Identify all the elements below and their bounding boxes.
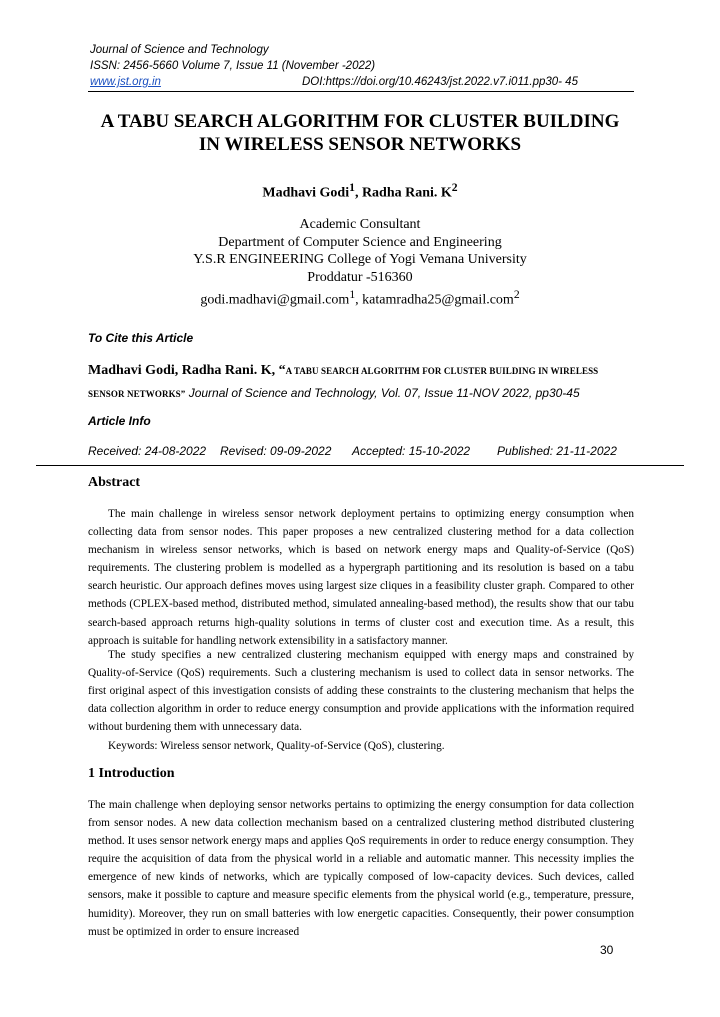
running-header bbox=[90, 42, 634, 90]
revised-date: Revised: 09-09-2022 bbox=[220, 444, 332, 458]
info-divider bbox=[36, 465, 684, 466]
cite-journal: Journal of Science and Technology, Vol. 07, Issue 11-NOV 2022, pp30-45 bbox=[185, 386, 580, 400]
cite-label: To Cite this Article bbox=[88, 331, 194, 345]
author-2: Radha Rani. K bbox=[361, 185, 452, 201]
article-info-label: Article Info bbox=[88, 414, 151, 428]
header-divider bbox=[88, 91, 634, 92]
introduction-paragraph-1: The main challenge when deploying sensor networks pertains to optimizing the energy consumption for data collection from sensor nodes. A new data collection mechanism based on a centralized clustering method distributed clustering method. It uses sensor network energy maps and applies QoS requirements in order to reduce energy consumption. They require the acquisition of data from the physical world in a reliable and automatic manner. This necessity implies the emergence of new kinds of networks, which are typically composed of low-capacity devices. Such devices, called sensors, make it possible to capture and measure specific elements from the physical world (e.g., temperature, pressure, humidity). Moreover, they run on small batteries with low energetic capacities. Consequently, their power consumption must be optimized in order to ensure increased bbox=[88, 799, 634, 938]
title-line-1: A TABU SEARCH ALGORITHM FOR CLUSTER BUILDING bbox=[100, 111, 620, 132]
author-1: Madhavi Godi bbox=[262, 185, 350, 201]
doi-text: DOI:https://doi.org/10.46243/jst.2022.v7.i011.pp30- 45 bbox=[302, 76, 578, 88]
email-1-sup: 1 bbox=[349, 288, 356, 301]
affiliation-department: Department of Computer Science and Engineering bbox=[218, 234, 502, 250]
abstract-heading: Abstract bbox=[88, 475, 141, 490]
abstract-paragraph-2: The study specifies a new centralized clustering mechanism equipped with energy maps and constrained by Quality-of-Service (QoS) requirements. Such a clustering mechanism is used to collect data in sensor networks. The first original aspect of this investigation consists of adding these constraints to the clustering mechanism that helps the data collection algorithm in order to reduce energy consumption and provide applications with the information required without burdening them with unnecessary data. bbox=[88, 649, 634, 734]
author-1-sup: 1 bbox=[349, 181, 355, 194]
journal-website-link[interactable]: www.jst.org.in bbox=[90, 76, 161, 88]
affiliation-city: Proddatur -516360 bbox=[307, 269, 413, 285]
abstract-paragraph-1: The main challenge in wireless sensor network deployment pertains to optimizing energy consumption when collecting data from sensor nodes. This paper proposes a new centralized clustering method for a data collection mechanism in wireless sensor networks, which is based on network energy maps and Quality-of-Service (QoS) requirements. The clustering problem is modelled as a hypergraph partitioning and its resolution is based on a tabu search heuristic. Our approach defines moves using largest size cliques in a feasibility cluster graph. Compared to other methods (CPLEX-based method, distributed method, simulated annealing-based method), the results show that our tabu search-based approach returns high-quality solutions in terms of cluster cost and execution time. As a result, this approach is suitable for handling network extensibility in a satisfactory manner. bbox=[88, 508, 634, 647]
author-separator: , bbox=[354, 185, 362, 201]
affiliation-college: Y.S.R ENGINEERING College of Yogi Vemana University bbox=[193, 252, 527, 267]
keywords: Keywords: Wireless sensor network, Quality-of-Service (QoS), clustering. bbox=[108, 740, 445, 752]
introduction-heading: 1 Introduction bbox=[88, 766, 175, 781]
cite-title-line-2: SENSOR NETWORKS” bbox=[88, 389, 186, 399]
author-list bbox=[60, 181, 660, 202]
citation bbox=[88, 360, 634, 405]
received-date: Received: 24-08-2022 bbox=[88, 444, 207, 458]
published-date: Published: 21-11-2022 bbox=[497, 444, 617, 458]
page-number: 30 bbox=[600, 943, 614, 957]
affiliation-role: Academic Consultant bbox=[299, 217, 421, 232]
paper-title bbox=[60, 110, 660, 156]
issn-line: ISSN: 2456-5660 Volume 7, Issue 11 (November -2022) bbox=[90, 60, 376, 72]
cite-title-line-1: A TABU SEARCH ALGORITHM FOR CLUSTER BUILDING IN WIRELESS bbox=[285, 366, 599, 376]
affiliation bbox=[60, 216, 660, 309]
accepted-date: Accepted: 15-10-2022 bbox=[352, 444, 471, 458]
title-line-2: IN WIRELESS SENSOR NETWORKS bbox=[198, 134, 522, 155]
email-separator: , bbox=[355, 292, 363, 308]
email-2: katamradha25@gmail.com bbox=[362, 292, 514, 308]
affiliation-emails bbox=[60, 286, 660, 309]
author-2-sup: 2 bbox=[451, 181, 458, 194]
email-2-sup: 2 bbox=[513, 288, 520, 301]
email-1: godi.madhavi@gmail.com bbox=[200, 292, 350, 308]
journal-name: Journal of Science and Technology bbox=[90, 44, 269, 56]
cite-authors: Madhavi Godi, Radha Rani. K, “ bbox=[88, 363, 286, 378]
